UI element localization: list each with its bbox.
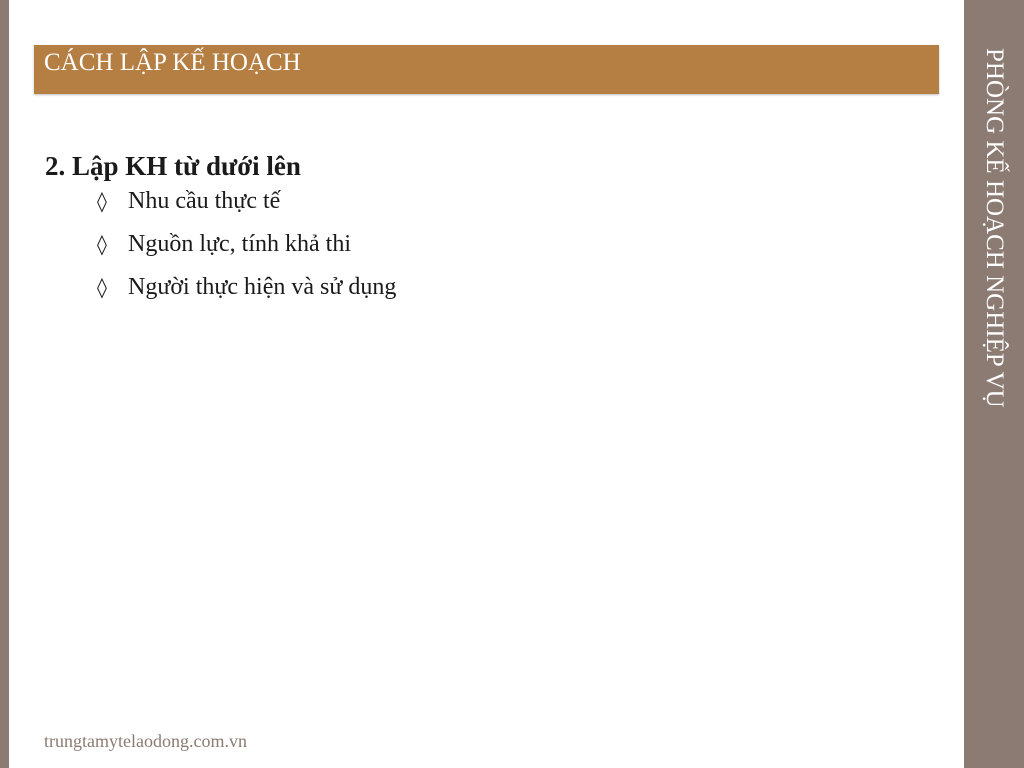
diamond-bullet-icon: ◊ [97, 232, 107, 256]
slide-content [45, 148, 925, 317]
bullet-text: Nguồn lực, tính khả thi [128, 231, 351, 257]
section-heading: 2. Lập KH từ dưới lên [45, 151, 301, 181]
diamond-bullet-icon: ◊ [97, 189, 107, 213]
bullet-text: Nhu cầu thực tế [128, 188, 281, 214]
slide-title: CÁCH LẬP KẾ HOẠCH [44, 49, 301, 76]
side-title: PHÒNG KẾ HOẠCH NGHIỆP VỤ [981, 48, 1008, 408]
title-band [34, 45, 939, 94]
diamond-bullet-icon: ◊ [97, 275, 107, 299]
bullet-item [45, 188, 925, 231]
bullet-list [45, 188, 925, 317]
footer-url: trungtamytelaodong.com.vn [44, 731, 247, 751]
left-accent-bar [0, 0, 9, 768]
bullet-item [45, 231, 925, 274]
bullet-item [45, 274, 925, 317]
bullet-text: Người thực hiện và sử dụng [128, 274, 397, 300]
